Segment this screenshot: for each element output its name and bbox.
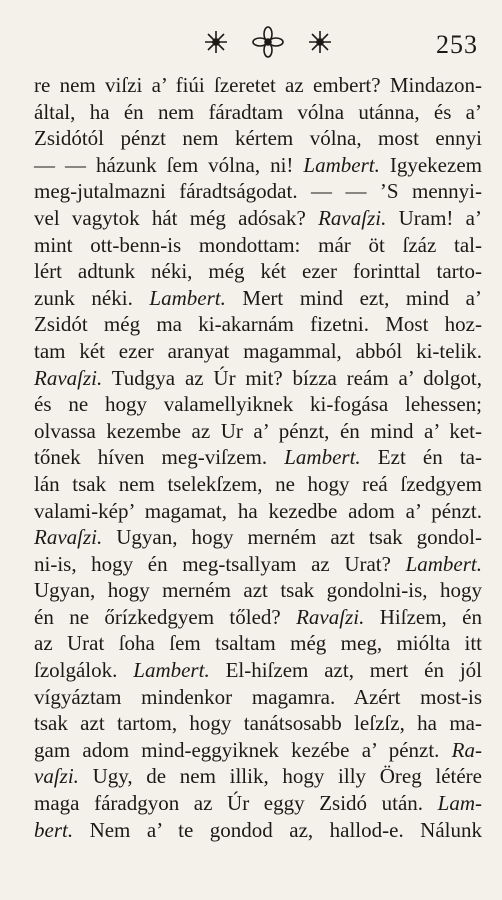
speaker-name: Ravaſzi. — [318, 205, 387, 230]
text-line: zunk néki. Lambert. Mert mind ezt, mind a’ — [34, 285, 482, 310]
text-line: lért adtunk néki, még két ezer forinttal tarto- — [34, 259, 482, 284]
text-line: tam két ezer aranyat magammal, abból ki-telik. — [34, 338, 482, 363]
speaker-name: vaſzi. — [34, 764, 79, 789]
speaker-name: Ravaſzi. — [296, 604, 365, 629]
text-line: re nem viſzi a’ fiúi ſzeretet az embert? Mindazon- — [34, 73, 482, 97]
text-line: az Urat ſoha ſem tsaltam még meg, miólta itt — [34, 631, 482, 656]
text-line: ſzolgálok. Lambert. El-hiſzem azt, mert én jól — [34, 658, 482, 683]
text-line: Ravaſzi. Tudgya az Úr mit? bízza reám a’ dolgot, — [34, 365, 482, 390]
text-line: olvassa kezembe az Ur a’ pénzt, én mind a’ ket- — [34, 418, 482, 443]
speaker-name: Lambert. — [133, 658, 210, 683]
text-line: bert. Nem a’ te gondod az, hallod-e. Nálunk — [34, 817, 482, 842]
text-line: tsak azt tartom, hogy tanátsosabb leſzſz, ha ma- — [34, 711, 482, 736]
speaker-name: Ravaſzi. — [34, 525, 103, 550]
text-line: által, ha én nem fáradtam vólna utánna, és a’ — [34, 99, 482, 124]
speaker-name: Lambert. — [149, 285, 226, 310]
text-line: maga fáradgyon az Úr eggy Zsidó után. Lam- — [34, 791, 482, 816]
speaker-name: Lambert. — [303, 152, 380, 177]
speaker-name: Lambert. — [405, 551, 482, 576]
speaker-name: Lam- — [437, 791, 482, 816]
text-line: — — házunk ſem vólna, ni! Lambert. Igyekezem — [34, 152, 482, 177]
text-line: mint ott-benn-is mondottam: már öt ſzáz tal- — [34, 232, 482, 257]
speaker-name: Lambert. — [284, 445, 361, 470]
text-line: gam adom mind-eggyiknek kezébe a’ pénzt. Ra- — [34, 737, 482, 762]
text-line: ni-is, hogy én meg-tsallyam az Urat? Lambert. — [34, 551, 482, 576]
text-line: és ne hogy valamellyiknek ki-fogása lehessen; — [34, 392, 482, 417]
text-line: Zsidótól pénzt nem kértem vólna, most ennyi — [34, 126, 482, 151]
speaker-name: Ra- — [451, 737, 482, 762]
text-line: Ravaſzi. Ugyan, hogy merném azt tsak gondol- — [34, 525, 482, 550]
text-line: meg-jutalmazni fáradtságodat. — — ’S mennyi- — [34, 179, 482, 204]
text-line: vel vagytok hát még adósak? Ravaſzi. Uram! a’ — [34, 205, 482, 230]
text-line: Zsidót még ma ki-akarnám fizetni. Most hoz- — [34, 312, 482, 337]
speaker-name: bert. — [34, 817, 74, 842]
text-line: vaſzi. Ugy, de nem illik, hogy illy Öreg létére — [34, 764, 482, 789]
text-line: Ugyan, hogy merném azt tsak gondolni-is, hogy — [34, 578, 482, 603]
page-number: 253 — [436, 30, 478, 59]
text-line: vígyáztam mindenkor magamra. Azért most-is — [34, 684, 482, 709]
text-line: tőnek híven meg-viſzem. Lambert. Ezt én ta- — [34, 445, 482, 470]
decorative-header-ornament — [198, 24, 338, 60]
text-line: én ne őrízkedgyem tőled? Ravaſzi. Hiſzem, én — [34, 604, 483, 629]
text-line: lán tsak nem tselekſzem, ne hogy reá ſzedgyem — [34, 471, 482, 496]
speaker-name: Ravaſzi. — [34, 365, 103, 390]
body-text — [34, 72, 482, 843]
text-line: valami-kép’ magamat, ha kezedbe adom a’ pénzt. — [34, 498, 482, 523]
